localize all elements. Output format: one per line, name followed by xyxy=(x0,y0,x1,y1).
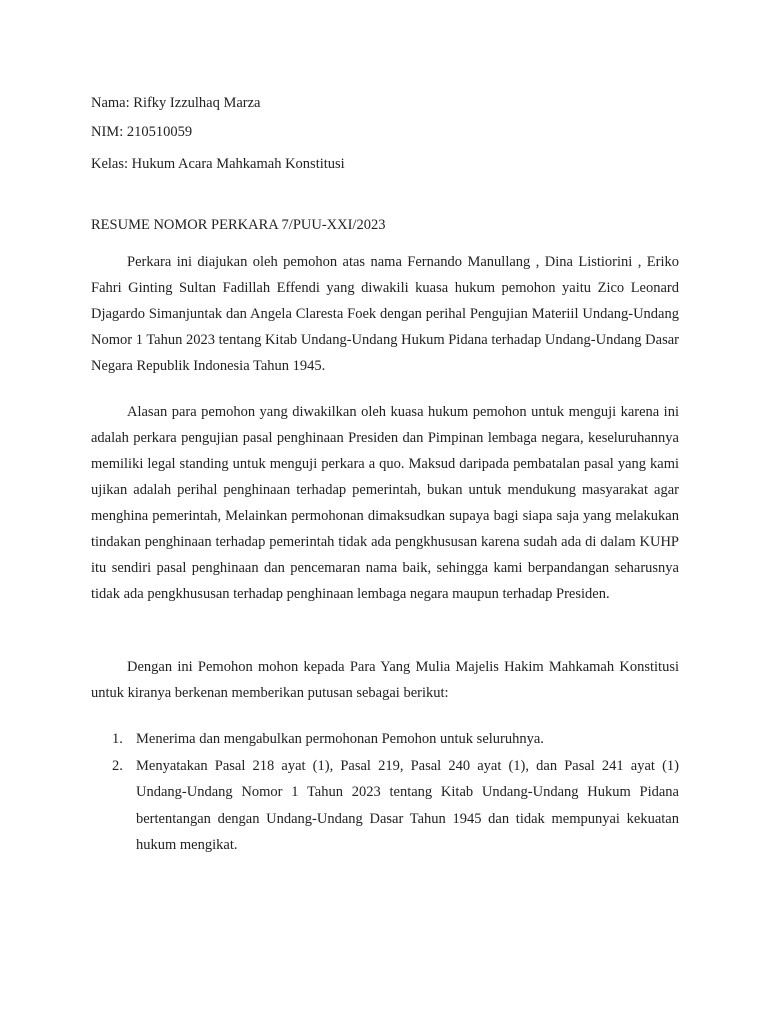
paragraph-reasons: Alasan para pemohon yang diwakilkan oleh kuasa hukum pemohon untuk menguji karena ini adalah perkara pengujian pasal penghinaan Presiden dan Pimpinan lembaga negara, keseluruhannya memiliki legal standing untuk menguji perkara a quo. Maksud daripada pembatalan pasal yang kami ujikan adalah perihal penghinaan terhadap pemerintah, bukan untuk mendukung masyarakat agar menghina pemerintah, Melainkan permohonan dimaksudkan supaya bagi siapa saja yang melakukan tindakan penghinaan terhadap pemerintah tidak ada pengkhususan karena sudah ada di dalam KUHP itu sendiri pasal penghinaan dan pencemaran nama baik, sehingga kami berpandangan seharusnya tidak ada pengkhususan terhadap penghinaan lembaga negara maupun terhadap Presiden. xyxy=(91,404,679,602)
list-number: 2. xyxy=(112,757,123,774)
list-item xyxy=(91,753,679,859)
paragraph-petitioners: Perkara ini diajukan oleh pemohon atas nama Fernando Manullang , Dina Listiorini , Eriko Fahri Ginting Sultan Fadillah Effendi yang diwakili kuasa hukum pemohon yaitu Zico Leonard Djagardo Simanjuntak dan Angela Claresta Foek dengan perihal Pengujian Materiil Undang-Undang Nomor 1 Tahun 2023 tentang Kitab Undang-Undang Hukum Pidana terhadap Undang-Undang Dasar Negara Republik Indonesia Tahun 1945. xyxy=(91,254,679,374)
student-name: Nama: Rifky Izzulhaq Marza xyxy=(91,95,261,111)
paragraph-request: Dengan ini Pemohon mohon kepada Para Yang Mulia Majelis Hakim Mahkamah Konstitusi untuk kiranya berkenan memberikan putusan sebagai berikut: xyxy=(91,659,679,701)
list-number: 1. xyxy=(112,731,123,747)
student-nim: NIM: 210510059 xyxy=(91,124,193,140)
class-name: Kelas: Hukum Acara Mahkamah Konstitusi xyxy=(91,156,345,172)
petitum-list xyxy=(91,726,679,859)
list-text: Menerima dan mengabulkan permohonan Pemohon untuk seluruhnya. xyxy=(136,731,544,747)
document-title: RESUME NOMOR PERKARA 7/PUU-XXI/2023 xyxy=(91,217,386,233)
list-text: Menyatakan Pasal 218 ayat (1), Pasal 219, Pasal 240 ayat (1), dan Pasal 241 ayat (1) Undang-Undang Nomor 1 Tahun 2023 tentang Kitab Undang-Undang Hukum Pidana bertentangan dengan Undang-Undang Dasar Tahun 1945 dan tidak mempunyai kekuatan hukum mengikat. xyxy=(136,757,679,853)
list-item xyxy=(91,726,679,753)
